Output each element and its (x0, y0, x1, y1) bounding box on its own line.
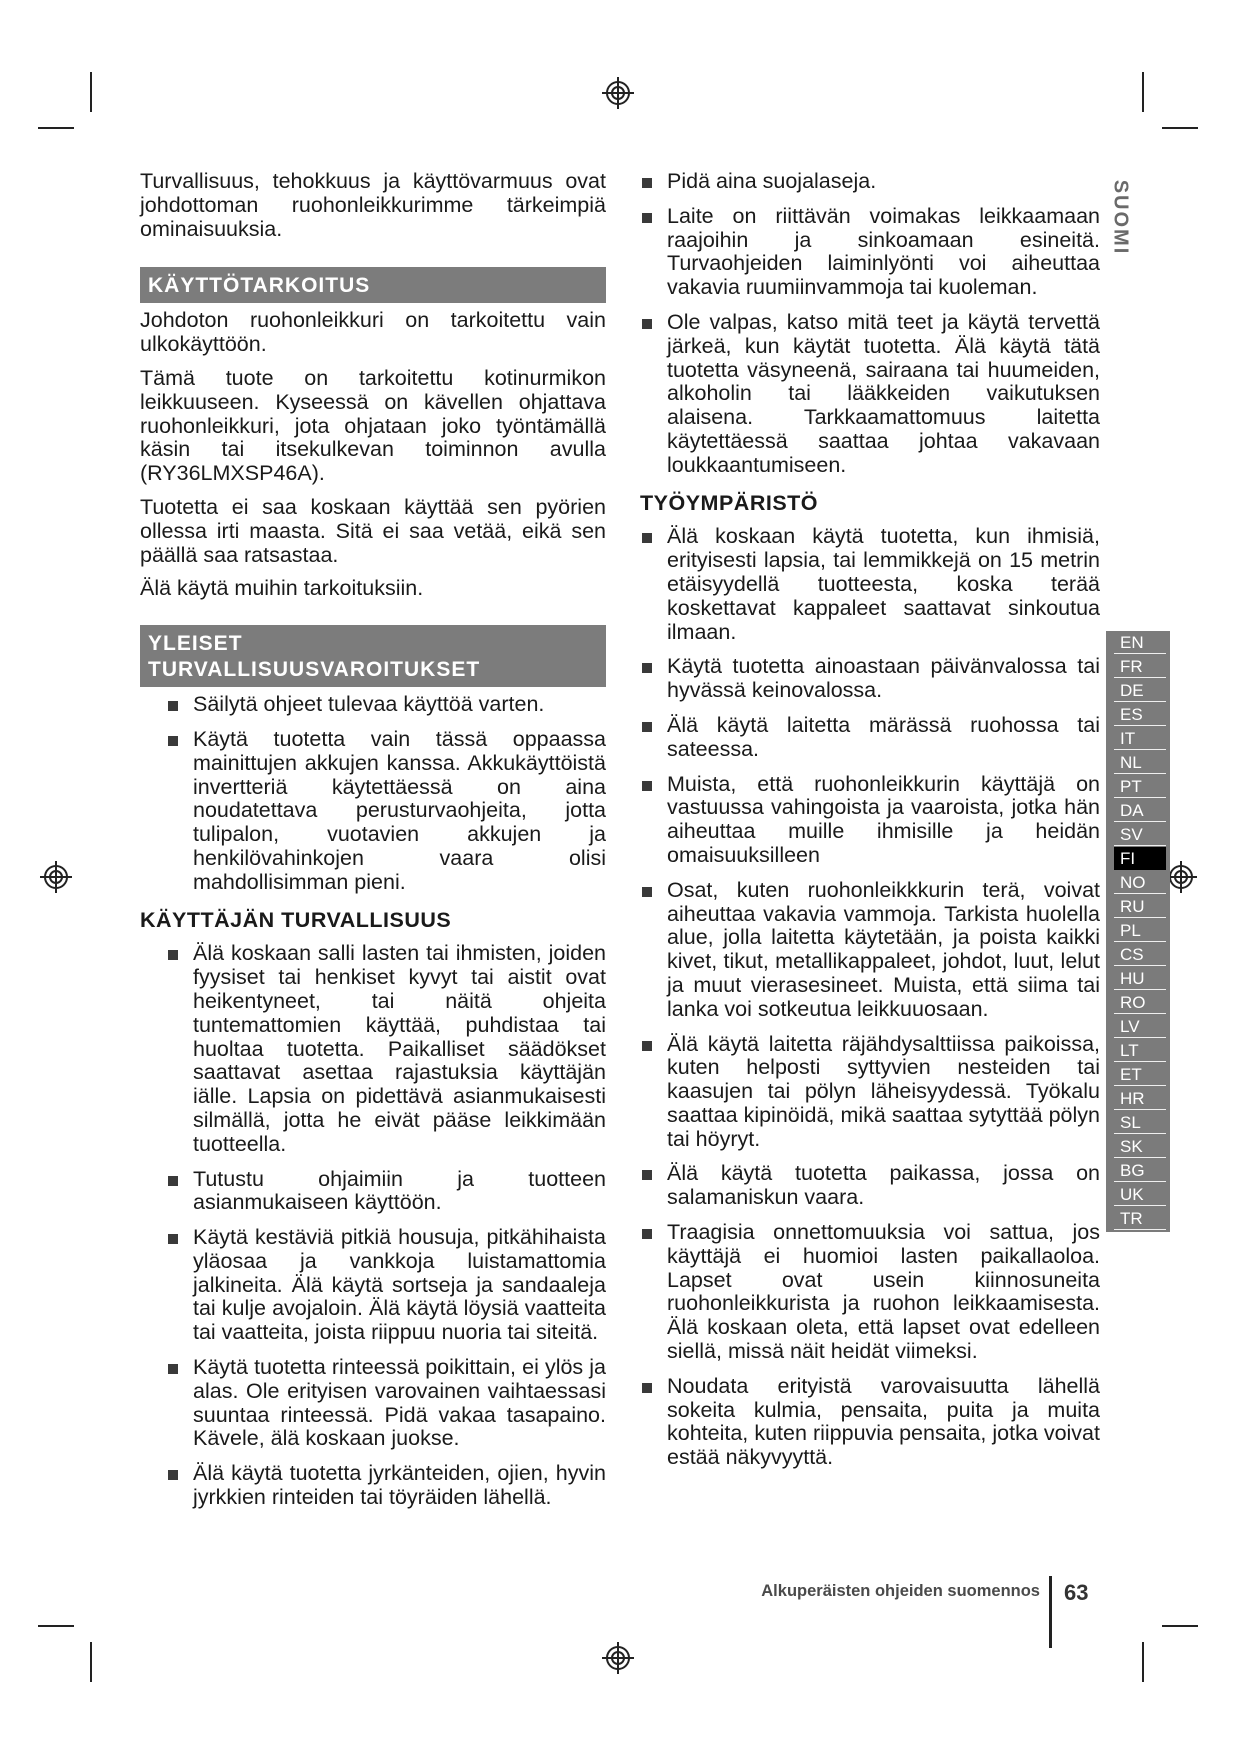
list-item (640, 1221, 1100, 1364)
purpose-paragraph: Tämä tuote on tarkoitettu kotinurmikon leikkuuseen. Kyseessä on kävellen ohjattava ruohonleikkuri, jota ohjataan joko työntämällä käsin tai itsekulkevan toiminnon avulla (RY36LMXSP46A). (140, 365, 606, 486)
crop-mark (38, 127, 74, 129)
list-item (640, 1033, 1100, 1152)
list-item (166, 1168, 606, 1216)
purpose-heading: KÄYTTÖTARKOITUS (140, 267, 606, 303)
bullet-square-icon (642, 781, 652, 791)
list-item-text: Älä käytä tuotetta jyrkänteiden, ojien, hyvin jyrkkien rinteiden tai töyräiden lähellä. (193, 1461, 606, 1510)
language-tab[interactable]: CS (1114, 943, 1166, 966)
side-title (1109, 176, 1134, 256)
page-number: 63 (1064, 1580, 1089, 1605)
list-item-text: Käytä tuotetta vain tässä oppaassa mainittujen akkujen kanssa. Akkukäyttöistä invertteriä käytettäessä on aina noudatettava perusturvaohjeita, jotta tulipalon, vuotavien akkujen ja henkilövahinkojen vaara olisi mahdollisimman pieni. (193, 726, 606, 894)
general-safety-list (166, 693, 606, 894)
crop-mark (1142, 72, 1144, 112)
list-item (640, 170, 1100, 194)
list-item-text: Älä koskaan salli lasten tai ihmisten, joiden fyysiset tai henkiset kyvyt tai aistit ovat heikentyneet, tai näitä ohjeita tuntemattomien käyttää, puhdistaa tai huoltaa tuotetta. Paikalliset säädökset saattavat asettaa rajastuksia käyttäjän iälle. Lapsia on pidettävä asianmukaisesti silmällä, jotta he eivät pääse leikkimään tuotteella. (193, 941, 606, 1156)
bullet-square-icon (168, 1234, 178, 1244)
list-item (640, 311, 1100, 478)
language-tab[interactable]: PT (1114, 775, 1166, 798)
language-tab[interactable]: FR (1114, 655, 1166, 678)
bullet-square-icon (168, 1364, 178, 1374)
registration-mark-icon (39, 860, 73, 894)
list-item-text: Tutustu ohjaimiin ja tuotteen asianmukaiseen käyttöön. (193, 1166, 606, 1215)
list-item-text: Älä käytä tuotetta paikassa, jossa on salamaniskun vaara. (667, 1161, 1100, 1210)
list-item (640, 525, 1100, 644)
list-item (166, 942, 606, 1156)
language-index-bar (1106, 631, 1170, 1232)
list-item-text: Käytä kestäviä pitkiä housuja, pitkähihaista yläosaa ja vankkoja luistamattomia jalkineita. Älä käytä sortseja ja sandaaleja tai kulje avojaloin. Älä käytä löysiä vaatteita tai vaatteita, joista riippuu nuoria tai siteitä. (193, 1225, 606, 1345)
list-item-text: Traagisia onnettomuuksia voi sattua, jos käyttäjä ei huomioi lasten paikallaoloa. Lapset ovat usein kiinnosuneita ruohonleikkurista ja ruohon leikkaamisesta. Älä koskaan oleta, että lapset ovat edelleen siellä, missä näit heidät viimeksi. (667, 1220, 1100, 1364)
bullet-square-icon (642, 533, 652, 543)
list-item-text: Käytä tuotetta ainoastaan päivänvalossa tai hyvässä keinovalossa. (667, 654, 1100, 703)
work-area-list (640, 525, 1114, 1470)
bullet-square-icon (168, 1470, 178, 1480)
language-tab[interactable]: ET (1114, 1063, 1166, 1086)
language-tab[interactable]: DE (1114, 679, 1166, 702)
bullet-square-icon (642, 213, 652, 223)
list-item-text: Älä käytä laitetta räjähdysalttiissa paikoissa, kuten helposti syttyvien nesteiden tai kaasujen tai pölyn läheisyydessä. Työkalu saattaa kipinöidä, mikä saattaa sytyttää pölyn tai höyryt. (667, 1031, 1100, 1151)
list-item-text: Osat, kuten ruohonleikkkurin terä, voivat aiheuttaa vakavia vammoja. Tarkista huolella alue, jolla laitetta käytetään, ja poista kaikki kivet, tikut, metallikappaleet, johdot, luut, lelut ja muut vierasesineet. Muista, että siima tai lanka voi sotkeutua leikkuuosaan. (667, 877, 1100, 1021)
language-tab[interactable]: RU (1114, 895, 1166, 918)
language-tab[interactable]: HR (1114, 1087, 1166, 1110)
footer-divider (1049, 1576, 1052, 1648)
list-item (640, 879, 1100, 1022)
list-item-text: Laite on riittävän voimakas leikkaamaan raajoihin ja sinkoamaan esineitä. Turvaohjeiden laiminlyönti voi aiheuttaa vakavia ruumiinvammoja tai kuoleman. (667, 203, 1100, 300)
registration-mark-icon (601, 76, 635, 110)
bullet-square-icon (168, 1176, 178, 1186)
bullet-square-icon (168, 736, 178, 746)
crop-mark (1162, 1625, 1198, 1627)
list-item-text: Säilytä ohjeet tulevaa käyttöä varten. (193, 692, 545, 717)
list-item-text: Käytä tuotetta rinteessä poikittain, ei ylös ja alas. Ole erityisen varovainen vaihtaessasi suuntaa rinteessä. Pidä vakaa tasapaino. Kävele, älä koskaan juokse. (193, 1355, 606, 1451)
work-area-heading: TYÖYMPÄRISTÖ (640, 490, 819, 515)
list-item (640, 655, 1100, 703)
language-tab[interactable]: NO (1114, 871, 1166, 894)
general-safety-heading (140, 625, 606, 687)
bullet-square-icon (642, 887, 652, 897)
bullet-square-icon (168, 701, 178, 711)
side-title-text: SUOMI (1109, 179, 1132, 256)
operator-safety-list (640, 170, 1114, 478)
language-tab[interactable]: SL (1114, 1111, 1166, 1134)
language-tab[interactable]: ES (1114, 703, 1166, 726)
purpose-paragraph: Tuotetta ei saa koskaan käyttää sen pyörien ollessa irti maasta. Sitä ei saa vetää, eikä sen päällä saa ratsastaa. (140, 494, 606, 567)
crop-mark (1142, 1642, 1144, 1682)
language-tab[interactable]: LV (1114, 1015, 1166, 1038)
list-item (166, 1226, 606, 1345)
bullet-square-icon (642, 1170, 652, 1180)
crop-mark (38, 1625, 74, 1627)
right-column (640, 170, 1114, 1481)
list-item (166, 1462, 606, 1510)
bullet-square-icon (642, 1383, 652, 1393)
list-item (640, 1375, 1100, 1470)
general-safety-heading-line: TURVALLISUUSVAROITUKSET (148, 658, 481, 682)
list-item-text: Älä koskaan käytä tuotetta, kun ihmisiä, erityisesti lapsia, tai lemmikkejä on 15 metrin etäisyydellä tuotteesta, koska terää koskettavat kappaleet saattavat sinkoutua ilmaan. (667, 524, 1100, 644)
crop-mark (1162, 127, 1198, 129)
language-tab[interactable]: DA (1114, 799, 1166, 822)
left-column (140, 170, 606, 1521)
language-tab[interactable]: PL (1114, 919, 1166, 942)
intro-paragraph: Turvallisuus, tehokkuus ja käyttövarmuus ovat johdottoman ruohonleikkurimme tärkeimpiä ominaisuuksia. (140, 169, 606, 241)
language-tab-active[interactable]: FI (1114, 847, 1166, 870)
general-safety-heading-line: YLEISET (148, 632, 243, 656)
bullet-square-icon (642, 1041, 652, 1051)
user-safety-heading: KÄYTTÄJÄN TURVALLISUUS (140, 907, 452, 932)
language-tab[interactable]: IT (1114, 727, 1166, 750)
list-item (166, 728, 606, 895)
footer-translation-note: Alkuperäisten ohjeiden suomennos (761, 1582, 1040, 1600)
bullet-square-icon (642, 178, 652, 188)
language-tab[interactable]: HU (1114, 967, 1166, 990)
bullet-square-icon (642, 319, 652, 329)
bullet-square-icon (642, 1229, 652, 1239)
language-tab[interactable]: SK (1114, 1135, 1166, 1158)
bullet-square-icon (168, 950, 178, 960)
language-tab[interactable]: UK (1114, 1183, 1166, 1206)
bullet-square-icon (642, 722, 652, 732)
language-tab[interactable]: BG (1114, 1159, 1166, 1182)
list-item-text: Noudata erityistä varovaisuutta lähellä sokeita kulmia, pensaita, puita ja muita kohteita, kuten riippuvia pensaita, jotka voivat estää näkyvyyttä. (667, 1373, 1100, 1470)
list-item-text: Älä käytä laitetta märässä ruohossa tai sateessa. (667, 712, 1100, 761)
list-item (166, 693, 606, 717)
language-tab[interactable]: SV (1114, 823, 1166, 846)
purpose-paragraph: Älä käytä muihin tarkoituksiin. (140, 576, 424, 601)
list-item-text: Muista, että ruohonleikkurin käyttäjä on vastuussa vahingoista ja vaaroista, jotka hän aiheuttaa muille ihmisille ja heidän omaisuuksilleen (667, 771, 1100, 867)
list-item (640, 205, 1100, 300)
list-item (640, 773, 1100, 868)
language-tab[interactable]: NL (1114, 751, 1166, 774)
language-tab[interactable]: RO (1114, 991, 1166, 1014)
language-tab[interactable]: EN (1114, 631, 1166, 654)
crop-mark (90, 72, 92, 112)
crop-mark (90, 1642, 92, 1682)
list-item (166, 1356, 606, 1451)
language-tab[interactable]: LT (1114, 1039, 1166, 1062)
language-tab[interactable]: TR (1114, 1207, 1166, 1230)
user-safety-list (166, 942, 606, 1510)
list-item-text: Pidä aina suojalaseja. (667, 169, 877, 193)
list-item-text: Ole valpas, katso mitä teet ja käytä tervettä järkeä, kun käytät tuotetta. Älä käytä tätä tuotetta väsyneenä, sairaana tai huumeiden, alkoholin tai lääkkeiden vaikutuksen alaisena. Tarkkaamattomuus laitetta käytettäessä saattaa johtaa vakavaan loukkaantumiseen. (667, 309, 1100, 477)
bullet-square-icon (642, 663, 652, 673)
purpose-paragraph: Johdoton ruohonleikkuri on tarkoitettu vain ulkokäyttöön. (140, 308, 606, 357)
list-item (640, 714, 1100, 762)
registration-mark-icon (601, 1641, 635, 1675)
list-item (640, 1162, 1100, 1210)
